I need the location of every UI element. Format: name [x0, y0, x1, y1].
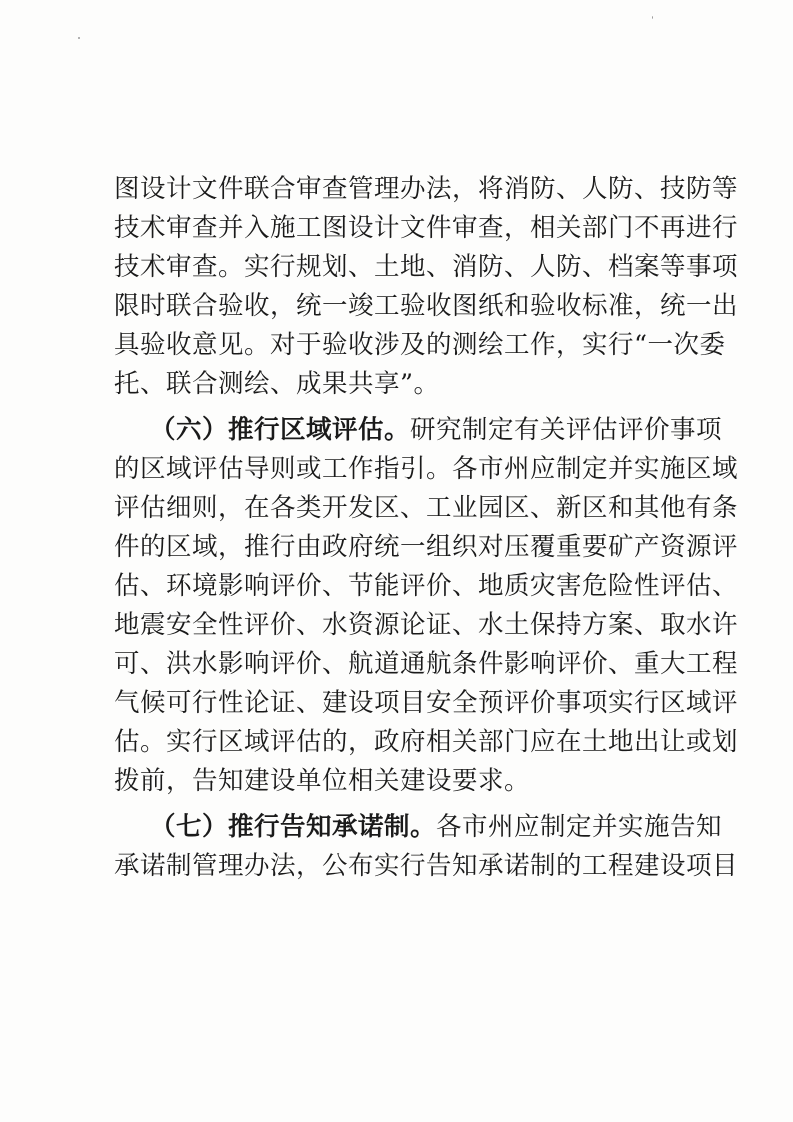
- text-line: 估、环境影响评价、节能评价、地质灾害危险性评估、: [114, 571, 739, 601]
- text-line: 评估细则，在各类开发区、工业园区、新区和其他有条: [114, 493, 739, 523]
- text-line: 拨前，告知建设单位相关建设要求。: [114, 766, 531, 796]
- text-line: 承诺制管理办法，公布实行告知承诺制的工程建设项目: [114, 851, 739, 881]
- text-line: 具验收意见。对于验收涉及的测绘工作，实行“一次委: [114, 330, 726, 360]
- text-line: 气候可行性论证、建设项目安全预评价事项实行区域评: [114, 688, 739, 718]
- text-line: 地震安全性评价、水资源论证、水土保持方案、取水许: [114, 610, 739, 640]
- text-line: 的区域评估导则或工作指引。各市州应制定并实施区域: [114, 454, 739, 484]
- text-line: 技术审查并入施工图设计文件审查，相关部门不再进行: [114, 213, 739, 243]
- document-body: [114, 170, 739, 886]
- text-line: 件的区域，推行由政府统一组织对压覆重要矿产资源评: [114, 532, 739, 562]
- text-line: 托、联合测绘、成果共享”。: [114, 369, 440, 399]
- section-7-heading: （七）推行告知承诺制。: [150, 812, 437, 842]
- scan-speck: [78, 37, 80, 39]
- text-line: 估。实行区域评估的，政府相关部门应在土地出让或划: [114, 727, 739, 757]
- section-6-first-line-text: 研究制定有关评估评价事项: [410, 415, 723, 445]
- section-6-heading: （六）推行区域评估。: [150, 415, 411, 445]
- section-7-first-line-text: 各市州应制定并实施告知: [436, 812, 723, 842]
- section-7-first-line: [114, 808, 723, 847]
- text-line: 技术审查。实行规划、土地、消防、人防、档案等事项: [114, 252, 739, 282]
- scan-speck: [652, 16, 653, 19]
- section-6-first-line: [114, 411, 723, 450]
- text-line: 可、洪水影响评价、航道通航条件影响评价、重大工程: [114, 649, 739, 679]
- text-line: 限时联合验收，统一竣工验收图纸和验收标准，统一出: [114, 291, 739, 321]
- text-line: 图设计文件联合审查管理办法，将消防、人防、技防等: [114, 174, 739, 204]
